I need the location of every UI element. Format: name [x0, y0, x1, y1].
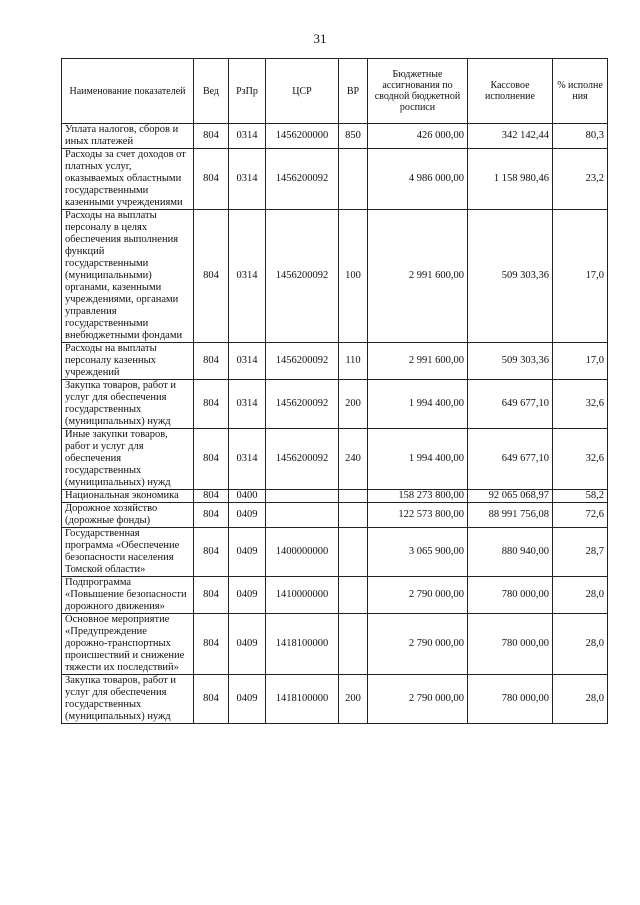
cell-vr: 200: [339, 380, 368, 429]
cell-percent: 28,0: [553, 614, 608, 675]
cell-percent: 80,3: [553, 124, 608, 149]
table-row: [62, 380, 608, 429]
page-number: 31: [313, 31, 327, 46]
cell-fact: 509 303,36: [468, 343, 553, 380]
cell-fact: 649 677,10: [468, 380, 553, 429]
cell-vr: [339, 614, 368, 675]
cell-csr: 1456200092: [266, 210, 339, 343]
cell-plan: 1 994 400,00: [368, 380, 468, 429]
cell-name: Расходы за счет доходов от платных услуг, оказываемых областными государственными казенными учреждениями: [62, 149, 194, 210]
cell-fact: 88 991 756,08: [468, 503, 553, 528]
cell-vr: [339, 490, 368, 503]
table-row: [62, 503, 608, 528]
cell-plan: 1 994 400,00: [368, 429, 468, 490]
cell-name: Подпрограмма «Повышение безопасности дорожного движения»: [62, 577, 194, 614]
header-rzpr: РзПр: [229, 59, 266, 124]
cell-csr: 1456200092: [266, 380, 339, 429]
cell-percent: 28,7: [553, 528, 608, 577]
cell-name: Иные закупки товаров, работ и услуг для обеспечения государственных (муниципальных) нужд: [62, 429, 194, 490]
cell-fact: 780 000,00: [468, 675, 553, 724]
cell-percent: 28,0: [553, 577, 608, 614]
cell-csr: 1400000000: [266, 528, 339, 577]
cell-rzpr: 0409: [229, 503, 266, 528]
cell-name: Расходы на выплаты персоналу в целях обеспечения выполнения функций государственными (муниципальными) органами, казенными учреждениями, органами управления государственными внебюджетными фондами: [62, 210, 194, 343]
cell-name: Расходы на выплаты персоналу казенных учреждений: [62, 343, 194, 380]
cell-vr: [339, 503, 368, 528]
cell-fact: 780 000,00: [468, 577, 553, 614]
cell-ved: 804: [194, 429, 229, 490]
cell-ved: 804: [194, 490, 229, 503]
cell-fact: 342 142,44: [468, 124, 553, 149]
cell-percent: 17,0: [553, 210, 608, 343]
cell-csr: 1456200092: [266, 343, 339, 380]
cell-rzpr: 0314: [229, 210, 266, 343]
table-row: [62, 490, 608, 503]
cell-csr: 1456200092: [266, 149, 339, 210]
cell-rzpr: 0314: [229, 124, 266, 149]
cell-vr: 100: [339, 210, 368, 343]
cell-fact: 92 065 068,97: [468, 490, 553, 503]
cell-plan: 426 000,00: [368, 124, 468, 149]
cell-vr: [339, 149, 368, 210]
header-plan: Бюджетные ассигнования по сводной бюджетной росписи: [368, 59, 468, 124]
cell-name: Закупка товаров, работ и услуг для обеспечения государственных (муниципальных) нужд: [62, 675, 194, 724]
cell-plan: 3 065 900,00: [368, 528, 468, 577]
table-row: [62, 149, 608, 210]
cell-fact: 649 677,10: [468, 429, 553, 490]
cell-vr: 850: [339, 124, 368, 149]
cell-rzpr: 0314: [229, 380, 266, 429]
cell-ved: 804: [194, 124, 229, 149]
cell-rzpr: 0409: [229, 675, 266, 724]
cell-plan: 158 273 800,00: [368, 490, 468, 503]
table-row: [62, 614, 608, 675]
header-fact: Кассовое исполнение: [468, 59, 553, 124]
cell-vr: [339, 577, 368, 614]
cell-plan: 4 986 000,00: [368, 149, 468, 210]
cell-ved: 804: [194, 503, 229, 528]
header-name: Наименование показателей: [62, 59, 194, 124]
cell-fact: 780 000,00: [468, 614, 553, 675]
cell-name: Национальная экономика: [62, 490, 194, 503]
header-vr: ВР: [339, 59, 368, 124]
table-row: [62, 528, 608, 577]
cell-name: Закупка товаров, работ и услуг для обеспечения государственных (муниципальных) нужд: [62, 380, 194, 429]
cell-ved: 804: [194, 577, 229, 614]
cell-name: Уплата налогов, сборов и иных платежей: [62, 124, 194, 149]
cell-plan: 2 790 000,00: [368, 577, 468, 614]
cell-fact: 1 158 980,46: [468, 149, 553, 210]
cell-rzpr: 0314: [229, 149, 266, 210]
cell-percent: 28,0: [553, 675, 608, 724]
cell-rzpr: 0400: [229, 490, 266, 503]
cell-percent: 32,6: [553, 380, 608, 429]
header-csr: ЦСР: [266, 59, 339, 124]
cell-ved: 804: [194, 343, 229, 380]
table-row: [62, 577, 608, 614]
cell-plan: 2 790 000,00: [368, 614, 468, 675]
cell-ved: 804: [194, 149, 229, 210]
cell-plan: 2 991 600,00: [368, 210, 468, 343]
cell-vr: [339, 528, 368, 577]
header-ved: Вед: [194, 59, 229, 124]
cell-rzpr: 0409: [229, 528, 266, 577]
cell-csr: 1418100000: [266, 675, 339, 724]
cell-percent: 32,6: [553, 429, 608, 490]
table-header-row: [62, 59, 608, 124]
cell-csr: 1410000000: [266, 577, 339, 614]
cell-rzpr: 0314: [229, 429, 266, 490]
table-row: [62, 210, 608, 343]
cell-rzpr: 0314: [229, 343, 266, 380]
cell-plan: 122 573 800,00: [368, 503, 468, 528]
budget-execution-table: [61, 58, 608, 724]
table-row: [62, 429, 608, 490]
cell-name: Государственная программа «Обеспечение безопасности населения Томской области»: [62, 528, 194, 577]
cell-ved: 804: [194, 210, 229, 343]
cell-vr: 200: [339, 675, 368, 724]
cell-rzpr: 0409: [229, 577, 266, 614]
table-row: [62, 675, 608, 724]
cell-ved: 804: [194, 675, 229, 724]
cell-vr: 240: [339, 429, 368, 490]
cell-percent: 23,2: [553, 149, 608, 210]
header-percent: % исполне ния: [553, 59, 608, 124]
cell-ved: 804: [194, 380, 229, 429]
cell-percent: 72,6: [553, 503, 608, 528]
cell-plan: 2 991 600,00: [368, 343, 468, 380]
cell-ved: 804: [194, 614, 229, 675]
cell-percent: 58,2: [553, 490, 608, 503]
cell-rzpr: 0409: [229, 614, 266, 675]
cell-fact: 880 940,00: [468, 528, 553, 577]
cell-percent: 17,0: [553, 343, 608, 380]
cell-csr: 1418100000: [266, 614, 339, 675]
table-row: [62, 343, 608, 380]
cell-csr: 1456200092: [266, 429, 339, 490]
cell-plan: 2 790 000,00: [368, 675, 468, 724]
cell-csr: [266, 503, 339, 528]
table-row: [62, 124, 608, 149]
cell-ved: 804: [194, 528, 229, 577]
cell-csr: 1456200000: [266, 124, 339, 149]
table-body: [62, 124, 608, 724]
cell-name: Дорожное хозяйство (дорожные фонды): [62, 503, 194, 528]
cell-fact: 509 303,36: [468, 210, 553, 343]
cell-vr: 110: [339, 343, 368, 380]
cell-name: Основное мероприятие «Предупреждение дорожно-транспортных происшествий и снижение тяжести их последствий»: [62, 614, 194, 675]
cell-csr: [266, 490, 339, 503]
